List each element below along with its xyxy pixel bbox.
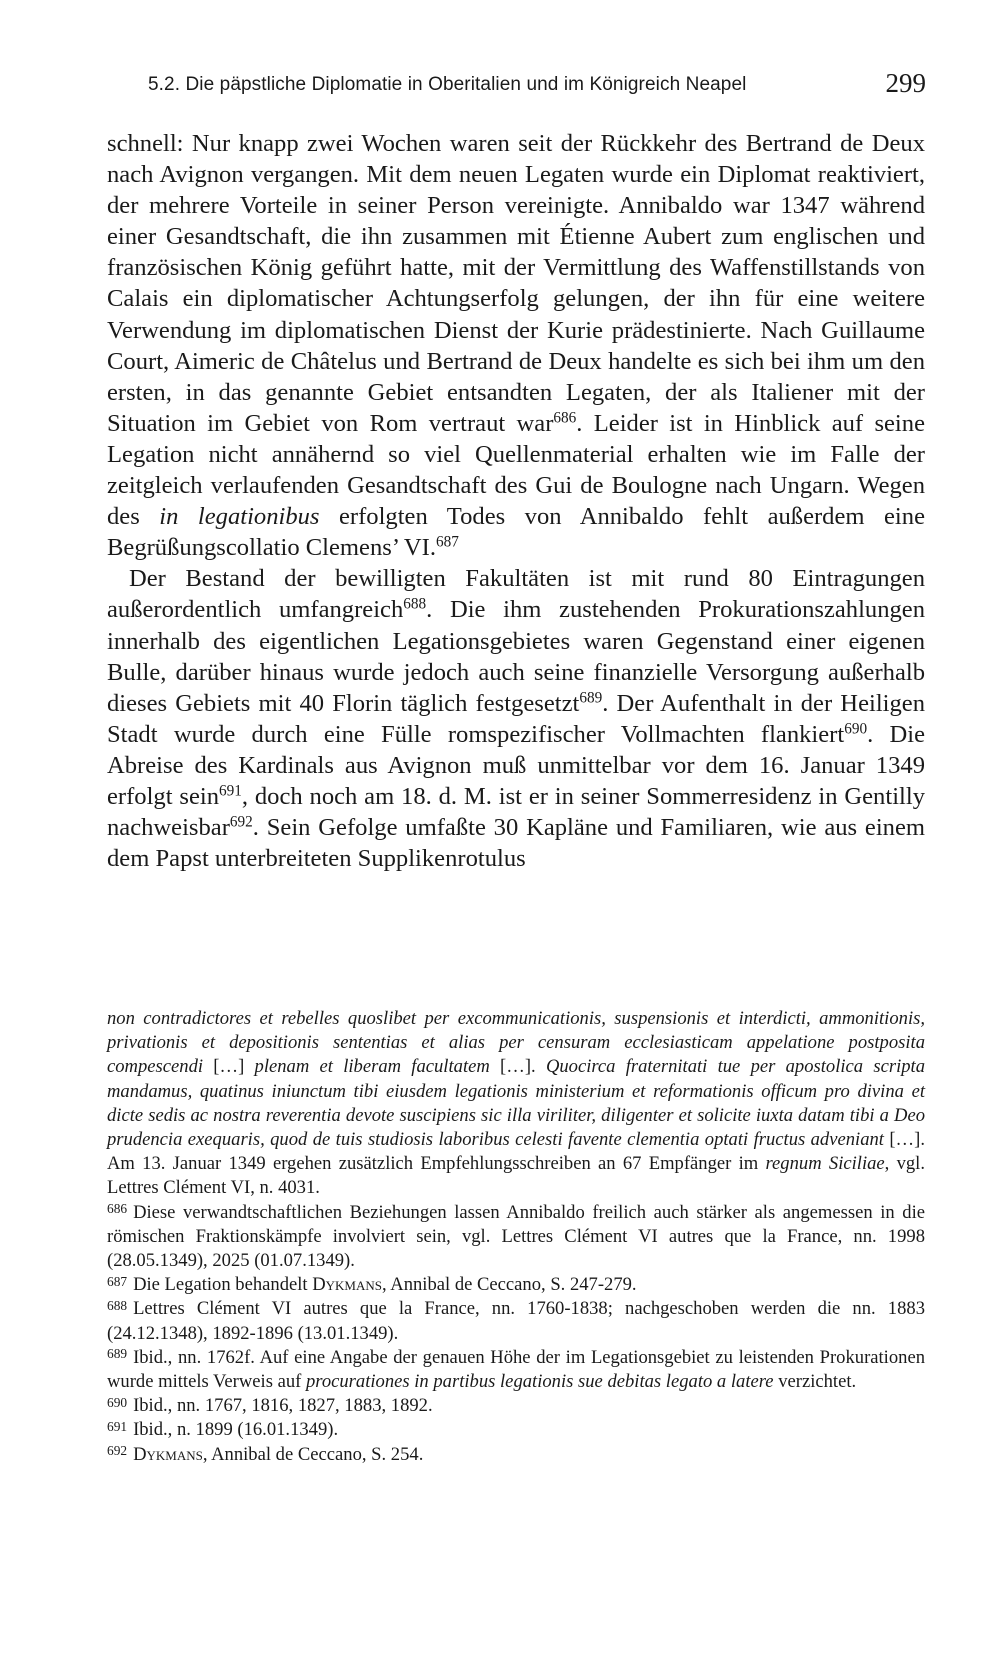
footnote-ref-686: 686: [553, 409, 577, 427]
latin-quote: plenam et liberam facultatem: [254, 1056, 490, 1078]
italic-phrase: in legationibus: [159, 503, 320, 531]
footnote-text: Diese verwandtschaftlichen Beziehungen lassen Annibaldo freilich auch stärker als angemessen in die römischen Fraktionskämpfe involviert sein, vgl. Lettres Clément VI autres que la France, nn. 1998 (28.05.1349), 2025 (01.07.1349).: [107, 1201, 925, 1272]
footnote-number: 691: [107, 1418, 128, 1434]
footnote-text: Lettres Clément VI autres que la France, nn. 1760-1838; nachgeschoben werden die nn. 1883 (24.12.1348), 1892-1896 (13.01.1349).: [107, 1298, 925, 1344]
latin-quote: procurationes in partibus legationis sue debitas legato a latere: [305, 1371, 774, 1393]
text-run: […].: [489, 1056, 546, 1078]
footnote-688: [107, 1297, 925, 1345]
paragraph-1: [107, 128, 925, 563]
footnote-text: Die Legation behandelt: [133, 1274, 313, 1296]
text-run: . Der Aufenthalt in der Heiligen Stadt wurde durch eine Fülle romspezifischer Vollmachten flankiert: [107, 689, 925, 748]
italic-phrase: regnum Siciliae: [765, 1153, 885, 1175]
footnote-text: , Annibal de Ceccano, S. 254.: [202, 1443, 424, 1465]
main-text: [107, 128, 925, 874]
author-name: Dykmans: [133, 1443, 203, 1465]
footnote-text: Ibid., nn. 1767, 1816, 1827, 1883, 1892.: [133, 1395, 433, 1417]
text-run: […]: [203, 1056, 255, 1078]
footnote-ref-692: 692: [229, 813, 253, 831]
text-run: , doch noch am 18. d. M. ist er in seiner Sommerresidenz in Gentilly nachweisbar: [107, 782, 925, 842]
footnote-ref-687: 687: [436, 533, 459, 551]
footnote-number: 690: [107, 1394, 128, 1410]
latin-quote: non contradictores et rebelles quoslibet per excommunicationis, suspensionis et interdicti, ammonitionis, privationis et depositionis sententias et alias per censuram ecclesiasticam appelatione postposita compescendi: [107, 1008, 925, 1078]
page-header: [148, 66, 926, 106]
footnote-number: 687: [107, 1273, 128, 1289]
footnotes: [107, 1007, 925, 1467]
footnote-687: [107, 1273, 925, 1297]
footnote-text: verzichtet.: [773, 1371, 857, 1393]
footnote-number: 689: [107, 1346, 128, 1362]
footnote-ref-689: 689: [579, 689, 603, 707]
footnote-689: [107, 1346, 925, 1394]
page-number: 299: [885, 68, 926, 98]
text-run: , vgl. Lettres Clément VI, n. 4031.: [107, 1153, 925, 1199]
footnote-number: 692: [107, 1442, 128, 1458]
footnote-692: [107, 1443, 925, 1467]
footnote-691: [107, 1418, 925, 1442]
text-run: Der Bestand der bewilligten Fakultäten ist mit rund 80 Eintragungen außerordentlich umfangreich: [107, 565, 925, 624]
text-run: erfolgten Todes von Annibaldo fehlt außerdem eine Begrüßungscollatio Clemens’ VI.: [107, 503, 925, 562]
footnote-number: 686: [107, 1200, 128, 1216]
footnote-continuation: [107, 1007, 925, 1201]
text-run: . Leider ist in Hinblick auf seine Legation nicht annähernd so viel Quellenmaterial erhalten wie im Falle der zeitgleich verlaufenden Gesandtschaft des Gui de Boulogne nach Ungarn. Wegen des: [107, 409, 925, 531]
footnote-690: [107, 1394, 925, 1418]
footnote-686: [107, 1201, 925, 1274]
text-run: . Sein Gefolge umfaßte 30 Kapläne und Familiaren, wie aus einem dem Papst unterbreiteten Supplikenrotulus: [107, 814, 925, 873]
footnote-ref-691: 691: [219, 782, 242, 800]
footnote-text: Ibid., nn. 1762f. Auf eine Angabe der genauen Höhe der im Legationsgebiet zu leistenden Prokurationen wurde mittels Verweis auf: [107, 1346, 925, 1393]
footnote-text: , Annibal de Ceccano, S. 247-279.: [382, 1274, 637, 1296]
author-name: Dykmans: [312, 1274, 382, 1296]
paragraph-2: [107, 563, 925, 874]
text-run: . Die ihm zustehenden Prokurationszahlungen innerhalb des eigentlichen Legationsgebietes waren Gegenstand einer eigenen Bulle, darüber hinaus wurde jedoch auch seine finanzielle Versorgung außerhalb dieses Gebiets mit 40 Florin täglich festgesetzt: [107, 596, 926, 717]
footnote-ref-688: 688: [403, 596, 427, 614]
running-title: 5.2. Die päpstliche Diplomatie in Oberitalien und im Königreich Neapel: [148, 74, 747, 95]
footnote-ref-690: 690: [844, 720, 868, 738]
text-run: . Die Abreise des Kardinals aus Avignon muß unmittelbar vor dem 16. Januar 1349 erfolgt sein: [107, 720, 925, 810]
latin-quote: Quocirca fraternitati tue per apostolica scripta mandamus, quatinus iniunctum tibi eiusdem legationis ministerium et reformationis officum pro divina et dicte sedis ac nostra reverentia devote suscipiens sic illa viriliter, diligenter et solicite iuxta datam tibi a Deo prudencia exequaris, quod de tuis studiosis laboribus celesti favente clementia optati fructus adveniant: [107, 1056, 925, 1151]
footnote-text: Ibid., n. 1899 (16.01.1349).: [133, 1419, 339, 1441]
text-run: schnell: Nur knapp zwei Wochen waren seit der Rückkehr des Bertrand de Deux nach Avignon vergangen. Mit dem neuen Legaten wurde ein Diplomat reaktiviert, der mehrere Vorteile in seiner Person vereinigte. Annibaldo war 1347 während einer Gesandtschaft, die ihn zusammen mit Étienne Aubert zum englischen und französischen König geführt hatte, mit der Vermittlung des Waffenstillstands von Calais ein diplomatischer Achtungserfolg gelungen, der ihn für eine weitere Verwendung im diplomatischen Dienst der Kurie prädestinierte. Nach Guillaume Court, Aimeric de Châtelus und Bertrand de Deux handelte es sich bei ihm um den ersten, in das genannte Gebiet entsandten Legaten, der als Italiener mit der Situation im Gebiet von Rom vertraut war: [107, 130, 925, 437]
footnote-number: 688: [107, 1297, 128, 1313]
text-run: […]. Am 13. Januar 1349 ergehen zusätzlich Empfehlungsschreiben an 67 Empfänger im: [107, 1129, 925, 1175]
